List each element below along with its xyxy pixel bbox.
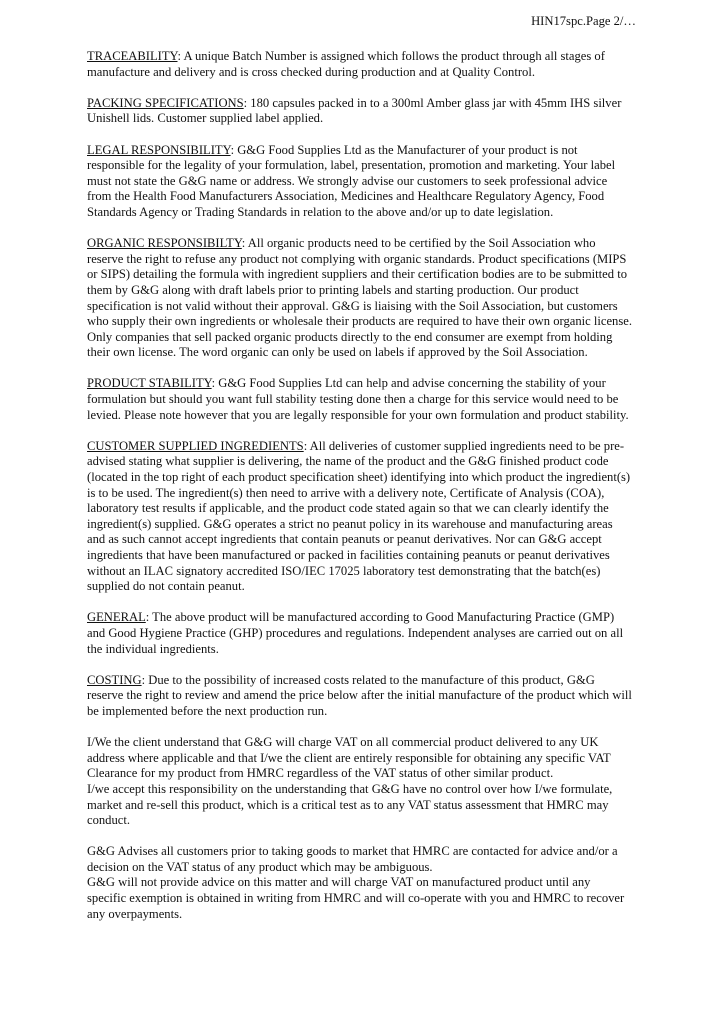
section-text: : All organic products need to be certified by the Soil Association who reserve the right to refuse any product not complying with organic standards. Product specifications (MIPS or SIPS) detailing the formula with ingredient suppliers and their certification bodies are to be submitted to them by G&G along with draft labels prior to printing labels and starting production. Our product specification is not valid without their approval. G&G is liaising with the Soil Association, but customers who supply their own ingredients or wholesale their products are required to have their own organic license. Only companies that sell packed organic products directly to the end consumer are exempt from holding their own license. The word organic can only be used on labels if approved by the Soil Association. — [87, 236, 632, 360]
section-text: : Due to the possibility of increased costs related to the manufacture of this product, G&G reserve the right to review and amend the price below after the initial manufacture of the product which will be implemented before the next production run. — [87, 672, 632, 718]
general-section — [87, 610, 632, 657]
section-heading: TRACEABILITY — [87, 49, 178, 63]
section-heading: CUSTOMER SUPPLIED INGREDIENTS — [87, 438, 304, 453]
section-text: : G&G Food Supplies Ltd can help and advise concerning the stability of your formulation but should you want full stability testing done then a charge for this service would need to be levied. Please note however that you are legally responsible for your own formulation and product stability. — [87, 376, 629, 422]
organic-section — [87, 236, 632, 361]
hmrc-advice-paragraph: G&G will not provide advice on this matter and will charge VAT on manufactured product until any specific exemption is obtained in writing from HMRC and will co-operate with you and HMRC to recover any overpayments. — [87, 875, 625, 921]
section-text: : 180 capsules packed in to a 300ml Amber glass jar with 45mm IHS silver Unishell lids. Customer supplied label applied. — [87, 95, 622, 126]
section-text: : A unique Batch Number is assigned which follows the product through all stages of manufacture and delivery and is cross checked during production and at Quality Control. — [87, 49, 605, 79]
page-reference: HIN17spc.Page 2/… — [531, 14, 636, 28]
hmrc-advice-paragraph: G&G Advises all customers prior to taking goods to market that HMRC are contacted for advice and/or a decision on the VAT status of any product which may be ambiguous. — [87, 844, 618, 874]
packing-section — [87, 96, 632, 127]
section-heading: COSTING — [87, 672, 142, 687]
document-body — [87, 49, 632, 938]
section-heading: PRODUCT STABILITY — [87, 376, 212, 391]
section-text: : The above product will be manufactured according to Good Manufacturing Practice (GMP) and Good Hygiene Practice (GHP) procedures and regulations. Independent analyses are carried out on all the individual ingredients. — [87, 610, 624, 656]
section-heading: PACKING SPECIFICATIONS — [87, 95, 244, 110]
traceability-section — [87, 49, 632, 80]
legal-section — [87, 143, 632, 221]
stability-section — [87, 376, 632, 423]
section-text: : G&G Food Supplies Ltd as the Manufacturer of your product is not responsible for the legality of your formulation, label, presentation, promotion and marketing. Your label must not state the G&G name or address. We strongly advise our customers to seek professional advice from the Health Food Manufacturers Association, Medicines and Healthcare Regulatory Agency, Food Standards Agency or Trading Standards in relation to the above and/or up to date legislation. — [87, 142, 616, 219]
section-heading: LEGAL RESPONSIBILITY — [87, 142, 231, 157]
customer-ingredients-section — [87, 439, 632, 595]
section-heading: ORGANIC RESPONSIBILTY — [87, 236, 242, 251]
vat-clause-paragraph: I/We the client understand that G&G will charge VAT on all commercial product delivered to any UK address where applicable and that I/we the client are entirely responsible for obtaining any specific VAT Clearance for my product from HMRC regardless of the VAT status of other similar product. — [87, 735, 611, 781]
vat-clause-paragraph: I/we accept this responsibility on the understanding that G&G have no control over how I/we formulate, market and re-sell this product, which is a critical test as to any VAT status assessment that HMRC may conduct. — [87, 781, 613, 828]
costing-section — [87, 673, 632, 720]
section-text: : All deliveries of customer supplied ingredients need to be pre-advised stating what supplier is delivering, the name of the product and the G&G finished product code (located in the top right of each product specification sheet) identifying into which product the ingredient(s) is to be used. The ingredient(s) then need to arrive with a delivery note, Certificate of Analysis (COA), laboratory test results if applicable, and the product code stated again so that we can clearly identify the ingredient(s) supplied. G&G operates a strict no peanut policy in its warehouse and manufacturing areas and as such cannot accept ingredients that contain peanuts or peanut derivatives. Nor can G&G accept ingredients that have been manufactured or packed in facilities containing peanuts or peanut derivatives without an ILAC signatory accredited ISO/IEC 17025 laboratory test demonstrating that the batch(es) supplied do not contain peanut. — [87, 438, 631, 594]
section-heading: GENERAL — [87, 610, 146, 625]
